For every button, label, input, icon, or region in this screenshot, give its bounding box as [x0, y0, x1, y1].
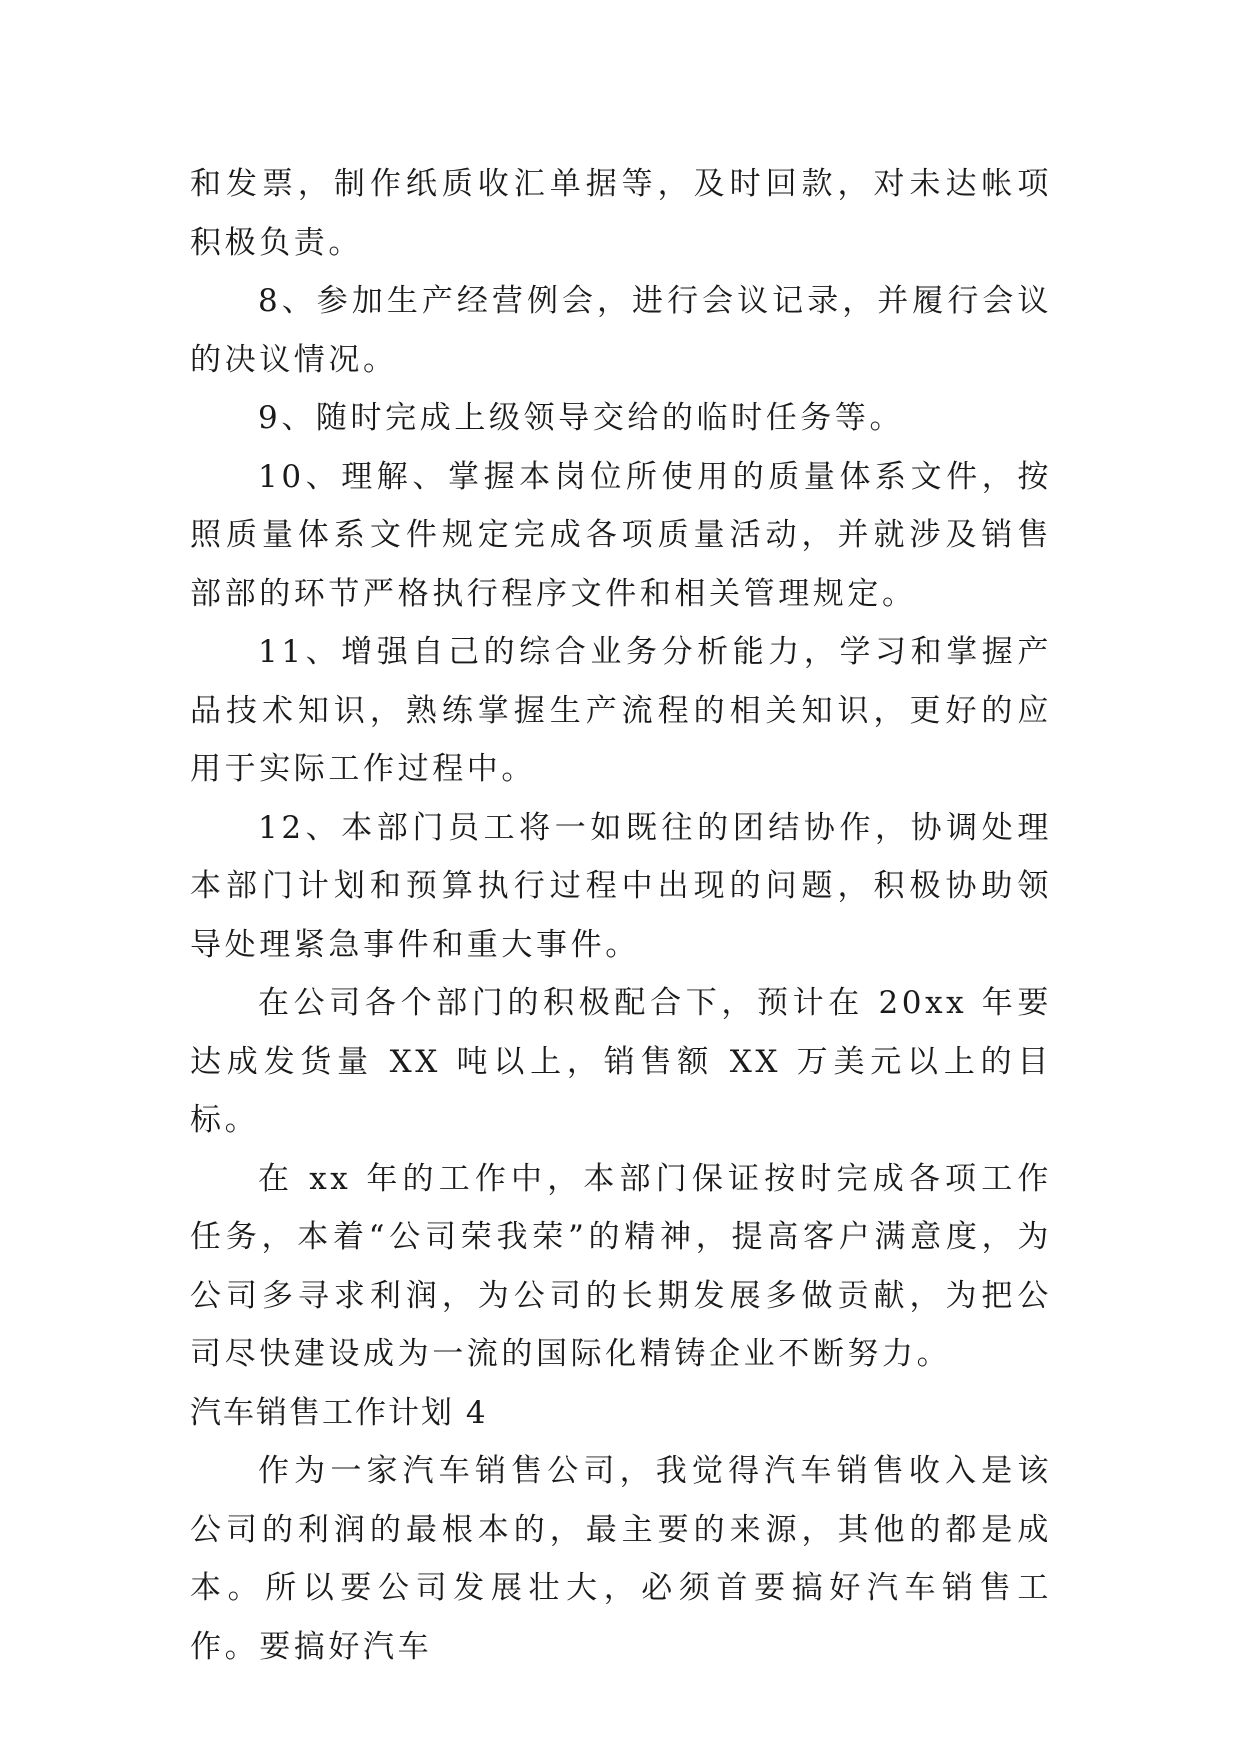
paragraph-target: 在公司各个部门的积极配合下，预计在 20xx 年要达成发货量 XX 吨以上，销售额 XX 万美元以上的目标。	[190, 985, 1052, 1138]
document-body	[190, 155, 1052, 1676]
paragraph-item-9: 9、随时完成上级领导交给的临时任务等。	[258, 400, 905, 436]
paragraph-commitment: 在 xx 年的工作中，本部门保证按时完成各项工作任务，本着“公司荣我荣”的精神，提高客户满意度，为公司多寻求利润，为公司的长期发展多做贡献，为把公司尽快建设成为一流的国际化精铸企业不断努力。	[190, 1160, 1052, 1372]
paragraph-intro: 作为一家汽车销售公司，我觉得汽车销售收入是该公司的利润的最根本的，最主要的来源，其他的都是成本。所以要公司发展壮大，必须首要搞好汽车销售工作。要搞好汽车	[190, 1453, 1052, 1665]
paragraph-item-10: 10、理解、掌握本岗位所使用的质量体系文件，按照质量体系文件规定完成各项质量活动，并就涉及销售部部的环节严格执行程序文件和相关管理规定。	[190, 458, 1052, 612]
paragraph-item-11: 11、增强自己的综合业务分析能力，学习和掌握产品技术知识，熟练掌握生产流程的相关知识，更好的应用于实际工作过程中。	[190, 634, 1052, 787]
paragraph-item-8: 8、参加生产经营例会，进行会议记录，并履行会议的决议情况。	[190, 283, 1052, 378]
section-heading: 汽车销售工作计划 4	[190, 1394, 488, 1431]
paragraph-item-12: 12、本部门员工将一如既往的团结协作，协调处理本部门计划和预算执行过程中出现的问题，积极协助领导处理紧急事件和重大事件。	[190, 809, 1052, 963]
paragraph-continuation: 和发票，制作纸质收汇单据等，及时回款，对未达帐项积极负责。	[190, 166, 1052, 261]
